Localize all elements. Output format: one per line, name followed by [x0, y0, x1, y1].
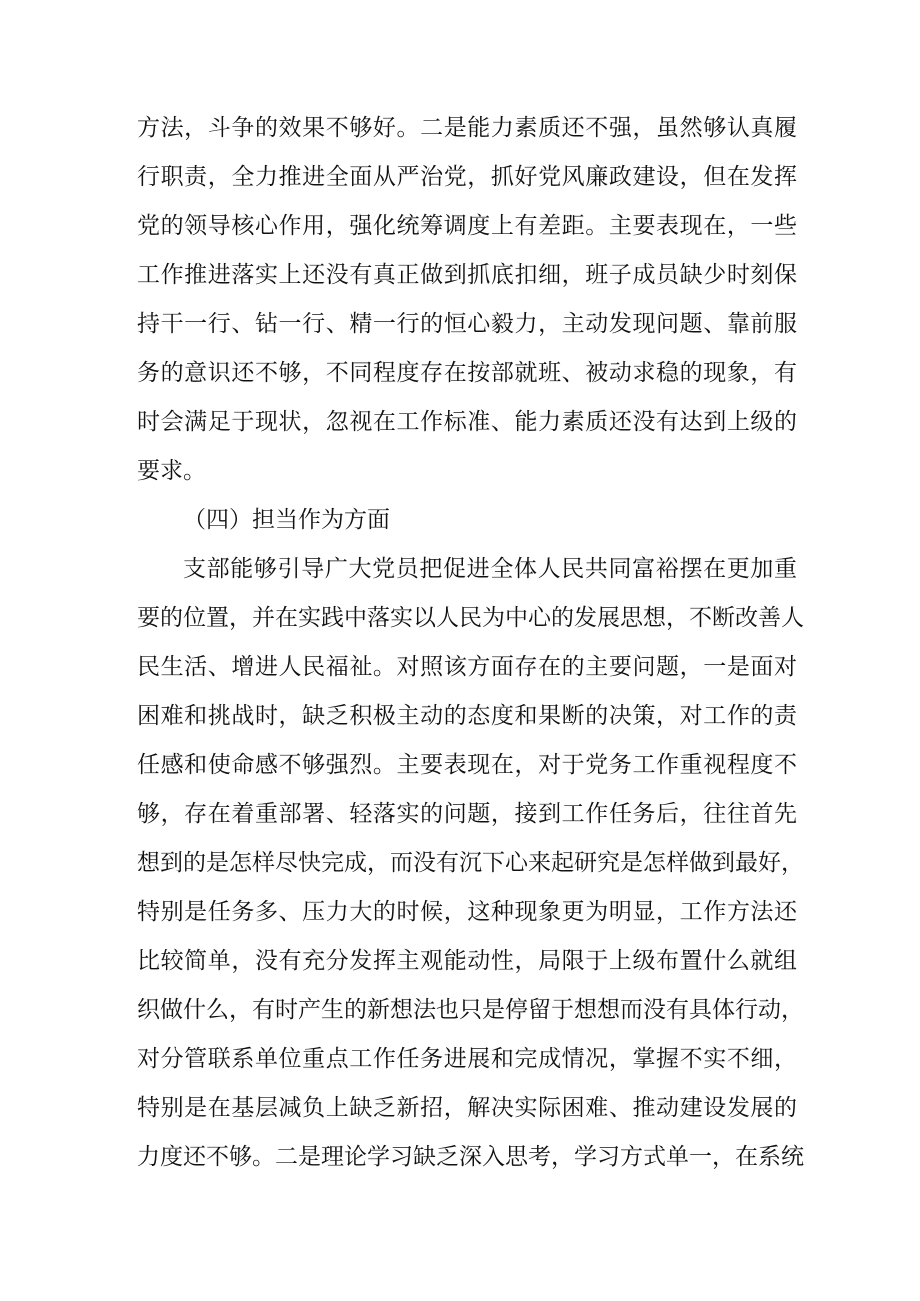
text-line: 工作推进落实上还没有真正做到抓底扣细，班子成员缺少时刻保	[137, 262, 797, 288]
text-line: 困难和挑战时，缺乏积极主动的态度和果断的决策，对工作的责	[137, 703, 797, 729]
text-line: 持干一行、钻一行、精一行的恒心毅力，主动发现问题、靠前服	[137, 311, 797, 337]
text-line: 要求。	[137, 458, 206, 484]
text-line: 党的领导核心作用，强化统筹调度上有差距。主要表现在，一些	[137, 213, 797, 239]
text-line: 务的意识还不够，不同程度存在按部就班、被动求稳的现象，有	[137, 360, 797, 386]
text-line: 民生活、增进人民福祉。对照该方面存在的主要问题，一是面对	[137, 654, 797, 680]
text-line: 特别是在基层减负上缺乏新招，解决实际困难、推动建设发展的	[137, 1095, 797, 1121]
text-line: 时会满足于现状，忽视在工作标准、能力素质还没有达到上级的	[137, 409, 797, 435]
text-line: 力度还不够。二是理论学习缺乏深入思考，学习方式单一，在系统	[137, 1144, 804, 1170]
text-line: 要的位置，并在实践中落实以人民为中心的发展思想，不断改善人	[137, 605, 804, 631]
text-line: 支部能够引导广大党员把促进全体人民共同富裕摆在更加重	[183, 556, 797, 582]
text-line: 任感和使命感不够强烈。主要表现在，对于党务工作重视程度不	[137, 752, 797, 778]
text-line: 行职责，全力推进全面从严治党，抓好党风廉政建设，但在发挥	[137, 164, 797, 190]
text-line: 对分管联系单位重点工作任务进展和完成情况，掌握不实不细，	[137, 1046, 797, 1072]
text-line: 够，存在着重部署、轻落实的问题，接到工作任务后，往往首先	[137, 801, 797, 827]
text-line: 特别是任务多、压力大的时候，这种现象更为明显，工作方法还	[137, 899, 797, 925]
text-line: 织做什么，有时产生的新想法也只是停留于想想而没有具体行动，	[137, 997, 804, 1023]
section-heading: （四）担当作为方面	[183, 507, 390, 533]
text-line: 比较简单，没有充分发挥主观能动性，局限于上级布置什么就组	[137, 948, 797, 974]
text-line: 想到的是怎样尽快完成，而没有沉下心来起研究是怎样做到最好，	[137, 850, 804, 876]
text-line: 方法，斗争的效果不够好。二是能力素质还不强，虽然够认真履	[137, 115, 797, 141]
